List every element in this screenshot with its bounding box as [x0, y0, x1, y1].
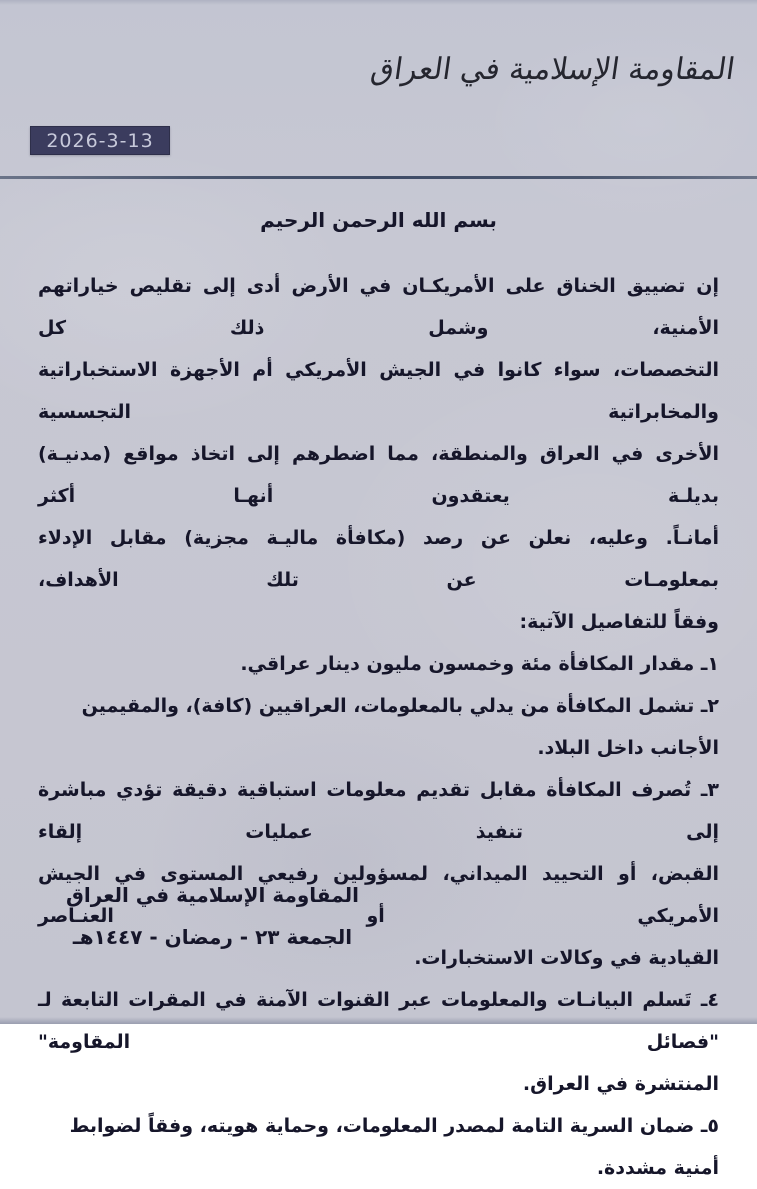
signature-block — [40, 874, 385, 958]
intro-line-3: الأخرى في العراق والمنطقة، مما اضطرهم إلى اتخاذ مواقع (مدنيـة) بديلـة يعتقدون أنهـا أكثر — [38, 443, 719, 507]
item-3-line-1: ٣ـ تُصرف المكافأة مقابل تقديم معلومات استباقية دقيقة تؤدي مباشرة إلى تنفيذ عمليات إلقاء — [38, 779, 719, 843]
item-4-line-1: ٤ـ تَسلم البيانـات والمعلومات عبر القنوات الآمنة في المقرات التابعة لـ "فصائل المقاومة" — [38, 989, 719, 1053]
item-2: ٢ـ تشمل المكافأة من يدلي بالمعلومات، العراقيين (كافة)، والمقيمين الأجانب داخل البلاد. — [81, 695, 719, 759]
document-header — [0, 0, 757, 176]
date-stamp-badge — [30, 126, 170, 155]
signature-hijri-date: الجمعة ٢٣ - رمضان - ١٤٤٧هـ — [72, 925, 353, 949]
item-5: ٥ـ ضمان السرية التامة لمصدر المعلومات، وحماية هويته، وفقاً لضوابط أمنية مشددة. — [69, 1115, 719, 1179]
signature-org-name: المقاومة الإسلامية في العراق — [66, 883, 359, 907]
item-3-line-3: القيادية في وكالات الاستخبارات. — [414, 947, 719, 969]
intro-line-4: أمانـاً. وعليه، نعلن عن رصد (مكافأة ماليـة مجزية) مقابل الإدلاء بمعلومـات عن تلك الأهداف، — [38, 527, 719, 591]
intro-line-2: التخصصات، سواء كانوا في الجيش الأمريكي أم الأجهزة الاستخباراتية والمخابراتية التجسسية — [38, 359, 719, 423]
intro-closing-line: وفقاً للتفاصيل الآتية: — [519, 611, 719, 633]
basmala-heading: بسم الله الرحمن الرحيم — [260, 208, 497, 232]
org-logo-calligraphy: المقاومة الإسلامية في العراق — [369, 52, 738, 87]
item-4-line-2: المنتشرة في العراق. — [522, 1073, 719, 1095]
intro-line-1: إن تضييق الخناق على الأمريكـان في الأرض أدى إلى تقليص خياراتهم الأمنية، وشمل ذلك كل — [38, 275, 719, 339]
header-divider-line — [0, 176, 757, 179]
date-stamp-text: 2026-3-13 — [46, 129, 154, 152]
item-3-line-2: القبض، أو التحييد الميداني، لمسؤولين رفيعي المستوى في الجيش الأمريكي أو العنـاصر — [38, 863, 719, 927]
statement-body — [0, 265, 757, 1189]
statement-main — [0, 205, 757, 1189]
item-1: ١ـ مقدار المكافأة مئة وخمسون مليون دينار عراقي. — [240, 653, 719, 675]
